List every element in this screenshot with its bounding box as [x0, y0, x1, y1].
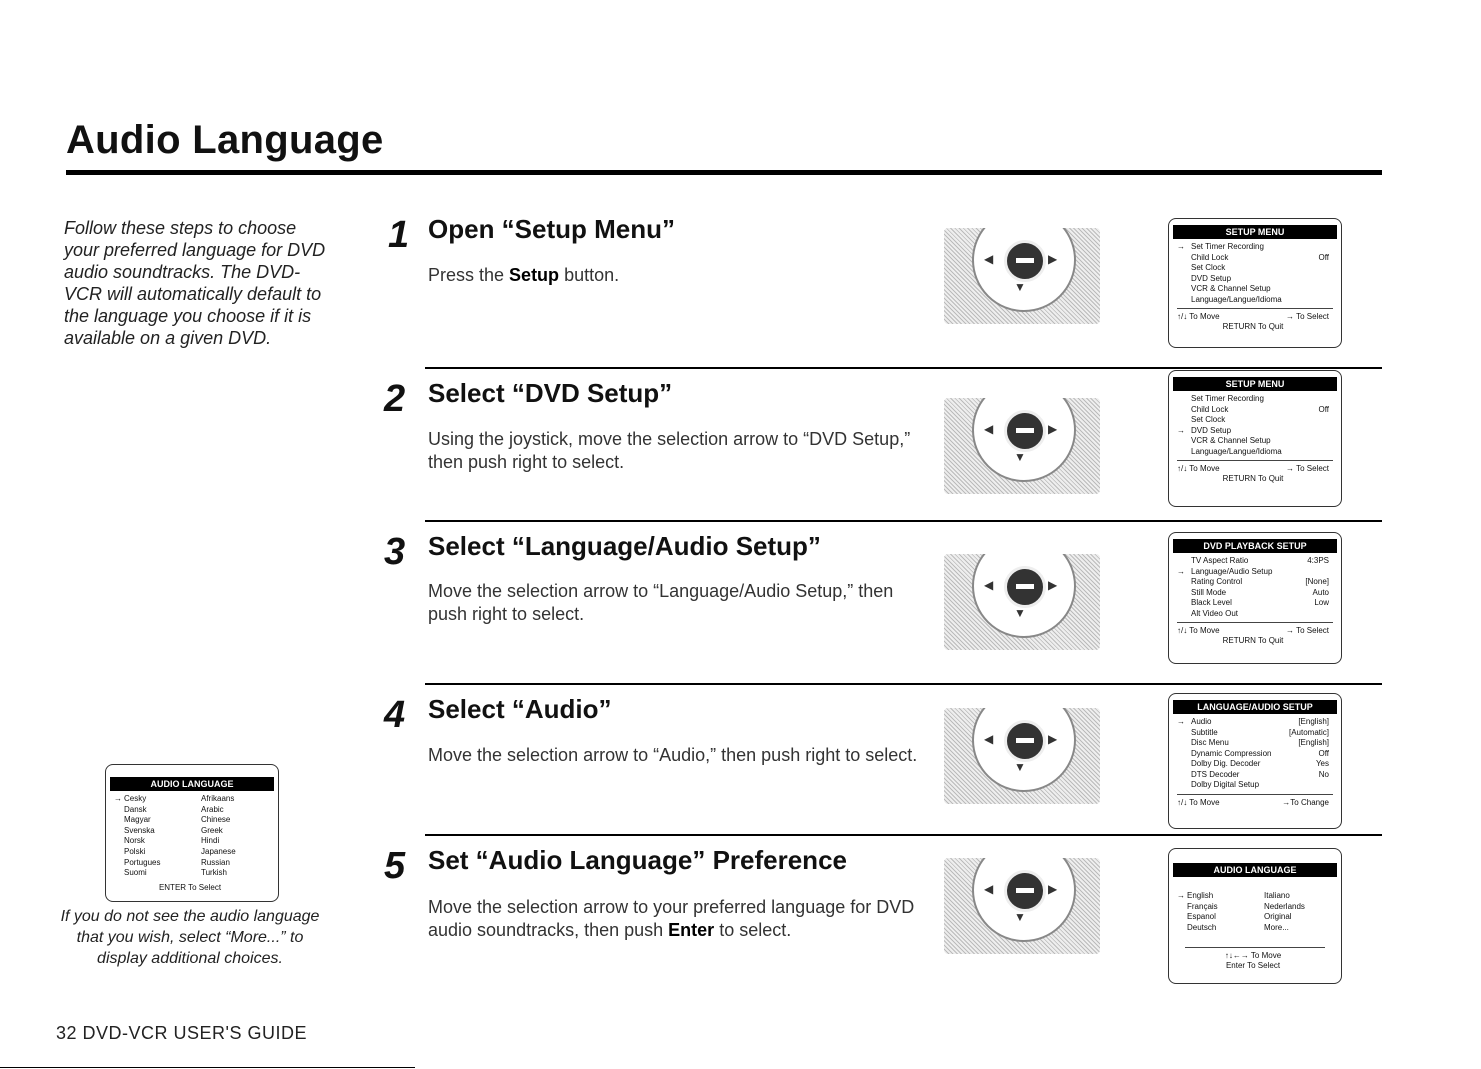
language-option [114, 868, 191, 879]
menu-item-label: Dynamic Compression [1191, 748, 1272, 758]
menu-item-label: Language/Audio Setup [1191, 566, 1273, 576]
menu-item-value: Off [1318, 748, 1329, 758]
language-option [114, 794, 191, 805]
step-text: to select. [714, 920, 792, 940]
menu-item-label: Language/Langue/Idioma [1191, 446, 1282, 456]
menu-item-label: Child Lock [1191, 404, 1229, 414]
intro-text: Follow these steps to choose your preferred language for DVD audio soundtracks. The DVD-VCR will automatically default to the language you choose if it is available on a given DVD. [64, 218, 326, 348]
selection-arrow-icon [1177, 759, 1191, 770]
selection-arrow-icon [114, 815, 124, 826]
menu-item-value: Low [1314, 598, 1329, 607]
title-divider [66, 170, 1382, 175]
enter-button-icon [1004, 720, 1046, 762]
joystick-icon: ▼ ◀ ▶ [944, 554, 1100, 650]
audio-language-more-screen [105, 764, 279, 902]
language-option [191, 794, 268, 805]
language-option-label: Afrikaans [201, 794, 235, 803]
selection-arrow-icon: → [1177, 891, 1185, 900]
menu-divider [1177, 794, 1333, 795]
selection-arrow-icon [1254, 891, 1264, 902]
menu-item-label: Set Timer Recording [1191, 242, 1264, 251]
step-button-name: Setup [509, 265, 560, 285]
menu-item-value: Off [1318, 252, 1329, 262]
step-instructions [428, 264, 918, 287]
language-option-label: Français [1187, 901, 1218, 911]
selection-arrow-icon [191, 815, 201, 826]
selection-arrow-icon: → [1177, 717, 1185, 726]
selection-arrow-icon [191, 826, 201, 837]
selection-arrow-icon [1177, 780, 1191, 791]
page-number: 32 [56, 1023, 78, 1043]
menu-item-label: DVD Setup [1191, 425, 1232, 435]
menu-item [1169, 295, 1341, 306]
menu-item [1169, 405, 1341, 416]
bottom-divider [0, 1067, 415, 1068]
menu-item [1169, 426, 1341, 437]
menu-hint-move: ↑↓←→ To Move [1224, 951, 1282, 960]
menu-item-label: Still Mode [1191, 587, 1227, 597]
selection-arrow-icon [1177, 598, 1191, 609]
step-divider [425, 683, 1382, 685]
language-option-label: Deutsch [1187, 922, 1217, 932]
menu-item [1169, 556, 1341, 567]
step-text: Press the [428, 265, 510, 285]
menu-item [1169, 609, 1341, 620]
step-instructions [428, 580, 918, 626]
menu-item-value: Auto [1312, 587, 1329, 597]
selection-arrow-icon [191, 847, 201, 858]
language-option [191, 805, 268, 816]
menu-item-label: Audio [1191, 717, 1212, 726]
menu-item [1169, 284, 1341, 295]
language-option-label: Nederlands [1264, 901, 1305, 911]
language-audio-setup-screen [1168, 693, 1342, 829]
menu-hint-move: ↑/↓ To Move [1177, 797, 1220, 807]
selection-arrow-icon [114, 805, 124, 816]
step-divider [425, 520, 1382, 522]
menu-footer [1169, 464, 1341, 484]
menu-hint-select: Enter To Select [1225, 961, 1281, 970]
menu-item-label: Dolby Dig. Decoder [1191, 759, 1261, 768]
menu-item-label: Set Clock [1191, 263, 1226, 272]
page-footer [56, 1023, 307, 1044]
language-option-label: Portugues [124, 857, 161, 867]
menu-hint-quit: RETURN To Quit [1222, 322, 1284, 331]
language-option-label: Magyar [124, 815, 151, 825]
step-divider [425, 834, 1382, 836]
language-option-label: Svenska [124, 825, 155, 835]
menu-divider [1177, 622, 1333, 623]
selection-arrow-icon [1177, 556, 1191, 567]
menu-item [1169, 567, 1341, 578]
menu-title: DVD PLAYBACK SETUP [1173, 539, 1337, 553]
language-option-label: English [1187, 891, 1214, 900]
language-option [1254, 923, 1331, 934]
language-option [191, 868, 268, 879]
menu-item-label: Set Clock [1191, 415, 1226, 424]
language-option-label: Turkish [201, 868, 227, 878]
dvd-playback-setup-screen [1168, 532, 1342, 664]
joystick-icon: ▼ ◀ ▶ [944, 858, 1100, 954]
menu-divider [1177, 460, 1333, 461]
language-option [1254, 912, 1331, 923]
step-number: 3 [384, 531, 406, 573]
selection-arrow-icon [1177, 770, 1191, 781]
selection-arrow-icon [1177, 447, 1191, 458]
selection-arrow-icon [1177, 274, 1191, 285]
selection-arrow-icon [1177, 738, 1191, 749]
menu-item [1169, 415, 1341, 426]
step-number: 1 [388, 214, 410, 256]
menu-item-label: Rating Control [1191, 577, 1243, 586]
menu-item-label: Set Timer Recording [1191, 394, 1264, 403]
language-list [106, 794, 278, 879]
language-option [1177, 912, 1254, 923]
language-option [114, 815, 191, 826]
language-option [191, 815, 268, 826]
step-text: Move the selection arrow to your preferred language for DVD audio soundtracks, then push [428, 897, 915, 940]
language-option-label: Cesky [124, 794, 147, 803]
step-heading: Select “Audio” [428, 694, 612, 724]
selection-arrow-icon [1177, 405, 1191, 416]
menu-footer [1169, 798, 1341, 808]
selection-arrow-icon [114, 826, 124, 837]
joystick-icon: ▼ ◀ ▶ [944, 228, 1100, 324]
menu-title: LANGUAGE/AUDIO SETUP [1173, 700, 1337, 714]
joystick-icon: ▼ ◀ ▶ [944, 398, 1100, 494]
language-option-label: Suomi [124, 868, 147, 878]
menu-item-label: Black Level [1191, 598, 1232, 607]
language-option-label: Russian [201, 857, 230, 867]
language-option-label: More... [1264, 922, 1289, 932]
step-button-name: Enter [668, 920, 715, 940]
step-text: Move the selection arrow to “Audio,” then push right to select. [428, 745, 918, 765]
step-text: Using the joystick, move the selection arrow to “DVD Setup,” then push right to select. [428, 429, 911, 472]
menu-item-value: [Automatic] [1288, 727, 1329, 737]
menu-item-label: Alt Video Out [1191, 608, 1238, 618]
menu-item-value: Yes [1315, 759, 1329, 768]
language-option-label: Japanese [201, 846, 236, 856]
menu-title: SETUP MENU [1173, 225, 1337, 239]
menu-item-label: Dolby Digital Setup [1191, 780, 1260, 789]
menu-divider [1177, 308, 1333, 309]
language-option-label: Italiano [1264, 891, 1290, 900]
joystick-icon: ▼ ◀ ▶ [944, 708, 1100, 804]
setup-menu-screen [1168, 218, 1342, 348]
selection-arrow-icon [1177, 263, 1191, 274]
menu-hint-select: → To Select [1286, 312, 1329, 321]
menu-hint-quit: RETURN To Quit [1222, 636, 1284, 645]
language-option [1177, 923, 1254, 934]
step-heading: Open “Setup Menu” [428, 214, 675, 244]
menu-hint-move: ↑/↓ To Move [1177, 464, 1220, 473]
selection-arrow-icon [191, 805, 201, 816]
step-number: 2 [384, 378, 406, 420]
step-divider [425, 367, 1382, 369]
menu-hint-move: ↑/↓ To Move [1177, 626, 1220, 635]
language-option [191, 847, 268, 858]
menu-item-label: Language/Langue/Idioma [1191, 294, 1282, 304]
selection-arrow-icon: → [1177, 566, 1185, 576]
menu-hint-select: ENTER To Select [158, 882, 222, 892]
menu-item-label: TV Aspect Ratio [1191, 556, 1249, 565]
menu-footer [1169, 312, 1341, 332]
step-instructions [428, 744, 918, 767]
selection-arrow-icon [114, 847, 124, 858]
selection-arrow-icon [114, 868, 124, 879]
language-option-label: Espanol [1187, 912, 1216, 921]
step-number: 5 [384, 845, 406, 887]
menu-item [1169, 436, 1341, 447]
selection-arrow-icon [1177, 588, 1191, 599]
language-option [191, 836, 268, 847]
language-option [1177, 891, 1254, 902]
menu-item-value: 4:3PS [1307, 556, 1329, 565]
menu-item [1169, 274, 1341, 285]
language-option [114, 836, 191, 847]
menu-item [1169, 759, 1341, 770]
menu-hint-move: ↑/↓ To Move [1177, 312, 1220, 321]
enter-button-icon [1004, 566, 1046, 608]
selection-arrow-icon: → [1177, 242, 1185, 251]
selection-arrow-icon [1254, 912, 1264, 923]
language-option-label: Norsk [124, 836, 145, 846]
more-languages-caption: If you do not see the audio language that you wish, select “More...” to display additional choices. [60, 908, 320, 967]
menu-item [1169, 263, 1341, 274]
selection-arrow-icon [191, 794, 201, 805]
menu-item [1169, 394, 1341, 405]
selection-arrow-icon [1177, 749, 1191, 760]
language-option-label: Chinese [201, 815, 231, 825]
language-list [1169, 891, 1341, 933]
enter-button-icon [1004, 870, 1046, 912]
setup-menu-dvd-screen [1168, 370, 1342, 507]
menu-item [1169, 780, 1341, 791]
language-option [114, 858, 191, 869]
menu-item [1169, 770, 1341, 781]
language-option [1254, 891, 1331, 902]
language-option-label: Greek [201, 825, 223, 835]
selection-arrow-icon [1177, 253, 1191, 264]
menu-item [1169, 749, 1341, 760]
step-number: 4 [384, 694, 406, 736]
menu-item-value: [English] [1298, 738, 1329, 747]
menu-item [1169, 588, 1341, 599]
language-option [1177, 902, 1254, 913]
menu-item-label: DVD Setup [1191, 273, 1232, 283]
menu-divider [1185, 947, 1325, 948]
step-text: Move the selection arrow to “Language/Audio Setup,” then push right to select. [428, 581, 894, 624]
menu-item [1169, 577, 1341, 588]
language-option [114, 805, 191, 816]
selection-arrow-icon [191, 836, 201, 847]
selection-arrow-icon [1177, 609, 1191, 620]
menu-footer [1169, 626, 1341, 646]
language-option-label: Arabic [201, 804, 224, 814]
selection-arrow-icon [1177, 284, 1191, 295]
language-option [114, 847, 191, 858]
menu-hint-select: → To Select [1286, 464, 1329, 473]
selection-arrow-icon [1177, 923, 1187, 934]
language-option [191, 826, 268, 837]
selection-arrow-icon [1177, 394, 1191, 405]
menu-item [1169, 728, 1341, 739]
menu-title: SETUP MENU [1173, 377, 1337, 391]
menu-item-label: VCR & Channel Setup [1191, 436, 1271, 445]
language-option [114, 826, 191, 837]
selection-arrow-icon [1177, 415, 1191, 426]
selection-arrow-icon [1177, 436, 1191, 447]
language-option-label: Original [1264, 912, 1292, 921]
audio-language-screen [1168, 848, 1342, 984]
menu-hint-quit: RETURN To Quit [1222, 474, 1284, 483]
menu-item-label: Child Lock [1191, 252, 1229, 262]
menu-hint-select: → To Select [1286, 626, 1329, 635]
menu-item-value: [English] [1298, 717, 1329, 726]
enter-button-icon [1004, 410, 1046, 452]
selection-arrow-icon: → [114, 794, 122, 803]
menu-item [1169, 242, 1341, 253]
menu-item [1169, 447, 1341, 458]
menu-item-value: Off [1318, 404, 1329, 414]
page-title: Audio Language [66, 118, 384, 162]
menu-item-label: VCR & Channel Setup [1191, 284, 1271, 293]
selection-arrow-icon [191, 858, 201, 869]
menu-item [1169, 598, 1341, 609]
enter-button-icon [1004, 240, 1046, 282]
selection-arrow-icon [1177, 295, 1191, 306]
selection-arrow-icon [1254, 902, 1264, 913]
menu-item-value: No [1318, 769, 1329, 779]
language-option-label: Polski [124, 846, 146, 856]
menu-title: AUDIO LANGUAGE [1173, 863, 1337, 877]
menu-hint-select: →To Change [1282, 797, 1329, 807]
menu-item [1169, 253, 1341, 264]
selection-arrow-icon [1254, 923, 1264, 934]
step-heading: Set “Audio Language” Preference [428, 845, 847, 875]
language-option [191, 858, 268, 869]
menu-item-label: DTS Decoder [1191, 769, 1240, 779]
menu-title: AUDIO LANGUAGE [110, 777, 274, 791]
menu-item-value: [None] [1305, 577, 1329, 586]
selection-arrow-icon [191, 868, 201, 879]
selection-arrow-icon [1177, 912, 1187, 923]
selection-arrow-icon: → [1177, 425, 1185, 435]
language-option-label: Dansk [124, 804, 147, 814]
menu-item-label: Subtitle [1191, 727, 1218, 737]
selection-arrow-icon [1177, 728, 1191, 739]
step-heading: Select “DVD Setup” [428, 378, 673, 408]
menu-item [1169, 717, 1341, 728]
selection-arrow-icon [114, 858, 124, 869]
guide-label: DVD-VCR USER'S GUIDE [82, 1023, 308, 1043]
menu-item [1169, 738, 1341, 749]
menu-item-label: Disc Menu [1191, 738, 1229, 747]
selection-arrow-icon [1177, 902, 1187, 913]
selection-arrow-icon [114, 836, 124, 847]
selection-arrow-icon [1177, 577, 1191, 588]
step-heading: Select “Language/Audio Setup” [428, 531, 821, 561]
language-option [1254, 902, 1331, 913]
step-text: button. [559, 265, 620, 285]
step-instructions [428, 896, 918, 942]
step-instructions [428, 428, 918, 474]
language-option-label: Hindi [201, 836, 220, 846]
